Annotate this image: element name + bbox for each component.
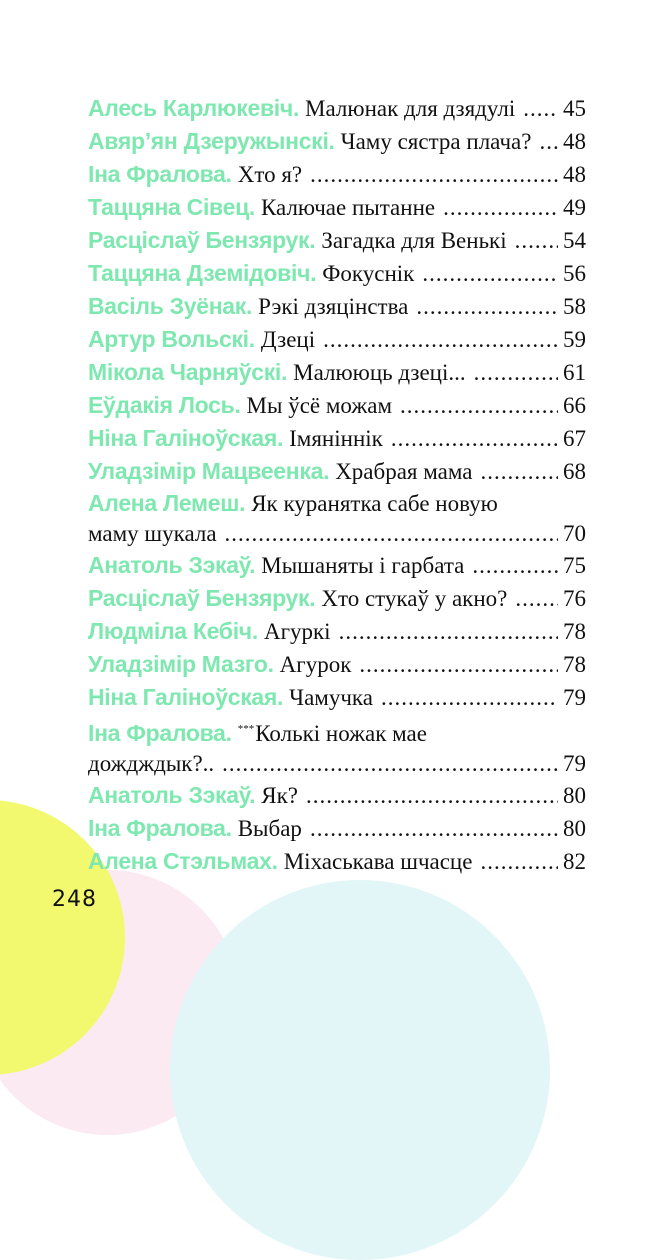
toc-page: 79 [563,751,586,776]
toc-page: 49 [563,195,586,220]
toc-author: Еўдакія Лось. [88,392,241,418]
toc-page: 76 [563,586,586,611]
toc-page: 58 [563,294,586,319]
toc-page: 75 [563,553,586,578]
toc-entry[interactable] [88,290,586,323]
toc-entry[interactable] [88,812,586,845]
decor-circle-cyan [170,880,550,1260]
toc-entry[interactable] [88,648,586,681]
toc-title: Як куранятка сабе новую [251,491,498,516]
toc-title: Чаму сястра плача? [340,129,532,154]
toc-author: Мікола Чарняўскі. [88,359,288,385]
toc-entry[interactable] [88,356,586,389]
toc-page: 79 [563,685,586,710]
toc-page: 78 [563,619,586,644]
toc-entry[interactable] [88,714,586,779]
page-number: 248 [52,887,97,912]
toc-author: Ніна Галіноўская. [88,425,284,451]
toc-author: Анатоль Зэкаў. [88,552,256,578]
toc-title-continued: дождждык?.. [88,751,215,776]
toc-title: Фокуснік [322,261,415,286]
toc-author: Алесь Карлюкевіч. [88,95,300,121]
toc-entry[interactable] [88,257,586,290]
toc-author: Анатоль Зэкаў. [88,782,256,808]
toc-author: Артур Вольскі. [88,326,255,352]
toc-title: Выбар [237,816,302,841]
toc-title: Рэкі дзяцінства [258,294,409,319]
toc-title: Міхаськава шчасце [283,849,473,874]
toc-title: Мышаняты і гарбата [261,553,465,578]
toc-page: 48 [563,162,586,187]
toc-page: 70 [563,521,586,546]
toc-entry[interactable] [88,549,586,582]
toc-title: Агуркі [263,619,331,644]
toc-title: Малюнак для дзядулі [305,96,516,121]
toc-title: Імяніннік [289,426,383,451]
toc-title: Калючае пытанне [261,195,436,220]
toc-entry[interactable] [88,125,586,158]
toc-page: 80 [563,816,586,841]
toc-entry[interactable] [88,389,586,422]
toc-author: Расціслаў Бензярук. [88,585,316,611]
toc-page: 45 [563,96,586,121]
toc-title: Хто я? [237,162,303,187]
toc-author: Таццяна Дземідовіч. [88,260,317,286]
toc-author: Уладзімір Мацвеенка. [88,458,330,484]
toc-entry[interactable] [88,92,586,125]
toc-title: Малююць дзеці... [293,360,466,385]
toc-entry[interactable] [88,224,586,257]
toc-author: Алена Стэльмах. [88,848,278,874]
toc-title-continued: маму шукала [88,521,217,546]
toc-title-prefix: *** [237,723,255,735]
toc-page: 54 [563,228,586,253]
toc-page: 68 [563,459,586,484]
toc-page: 61 [563,360,586,385]
toc-author: Ніна Галіноўская. [88,684,284,710]
toc-entry[interactable] [88,488,586,549]
toc-entry[interactable] [88,323,586,356]
toc-page: 78 [563,652,586,677]
toc-title: Хто стукаў у акно? [321,586,508,611]
toc-author: Васіль Зуёнак. [88,293,253,319]
toc-page: 48 [563,129,586,154]
toc-author: Расціслаў Бензярук. [88,227,316,253]
toc-title: Колькі ножак мае [255,721,427,746]
toc-author: Таццяна Сівец. [88,194,255,220]
toc-page: 82 [563,849,586,874]
toc-author: Алена Лемеш. [88,490,246,516]
toc-entry[interactable] [88,455,586,488]
toc-page: 59 [563,327,586,352]
toc-title: Дзеці [260,327,316,352]
toc-page: 80 [563,783,586,808]
toc-title: Агурок [279,652,352,677]
table-of-contents [88,92,586,878]
toc-title: Мы ўсё можам [246,393,393,418]
toc-author: Авяр’ян Дзеружынскі. [88,128,335,154]
toc-entry[interactable] [88,582,586,615]
toc-entry[interactable] [88,422,586,455]
toc-title: Як? [261,783,298,808]
toc-author: Людміла Кебіч. [88,618,258,644]
toc-title: Чамучка [289,685,373,710]
toc-author: Іна Фралова. [88,815,232,841]
toc-entry[interactable] [88,158,586,191]
toc-author: Уладзімір Мазго. [88,651,274,677]
toc-page: 67 [563,426,586,451]
toc-title: Загадка для Венькі [321,228,507,253]
toc-page: 66 [563,393,586,418]
toc-entry[interactable] [88,845,586,878]
toc-entry[interactable] [88,191,586,224]
toc-author: Іна Фралова. [88,161,232,187]
toc-author: Іна Фралова. [88,720,232,746]
toc-entry[interactable] [88,615,586,648]
toc-page: 56 [563,261,586,286]
toc-entry[interactable] [88,779,586,812]
toc-entry[interactable] [88,681,586,714]
toc-title: Храбрая мама [335,459,473,484]
